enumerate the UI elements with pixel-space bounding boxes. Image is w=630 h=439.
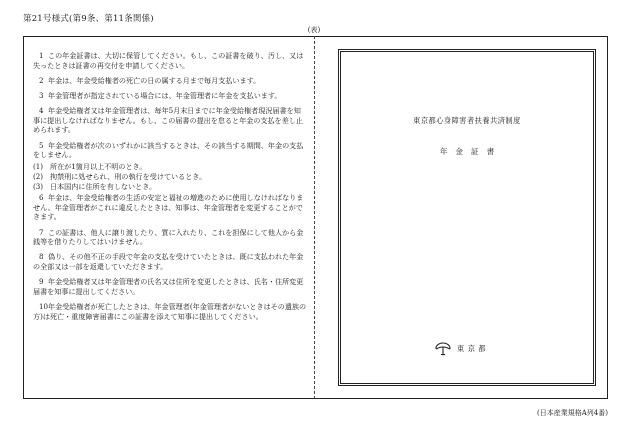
- clause-text: 年金受給権者又は年金管理者の氏名又は住所を変更したときは、氏名・住所変更届書を知事に提出してください。: [33, 277, 304, 296]
- notes-panel: [33, 51, 307, 327]
- clause-number: 4: [39, 106, 44, 116]
- clause-text: この証書は、他人に譲り渡したり、質に入れたり、これを担保にして他人から金銭等を借りたりしてはいけません。: [33, 227, 304, 247]
- clause-9: [33, 277, 307, 296]
- clause-5-sub-items: [33, 162, 307, 191]
- sub-item-number: (3): [33, 181, 44, 191]
- sub-item-1: [33, 162, 307, 172]
- sub-item-3: [33, 182, 307, 192]
- clause-1: [33, 51, 307, 70]
- system-name: 東京都心身障害者扶養共済制度: [413, 116, 521, 125]
- clause-number: 8: [39, 252, 44, 262]
- clause-4: [33, 106, 307, 135]
- tokyo-emblem-icon: [435, 342, 451, 356]
- clause-text: 年金管理者が指定されている場合には、年金管理者に年金を支払います。: [48, 90, 282, 100]
- issuer-name: 東京都: [457, 344, 490, 353]
- clause-text: 年金は、年金受給権者の生活の安定と福祉の増進のために使用しなければなりません。年金管理者がこれに違反したときは、知事は、年金管理者を変更することができます。: [33, 193, 304, 222]
- clause-number: 9: [39, 277, 44, 287]
- sub-item-number: (2): [33, 171, 44, 181]
- clause-text: 年金受給権者が死亡したときは、年金管理者(年金管理者がないときはその遺族の方)は死亡・重度障害届書にこの証書を添えて知事に提出してください。: [33, 302, 307, 321]
- clause-number: 5: [39, 140, 44, 150]
- clause-number: 1: [39, 51, 44, 60]
- sub-item-text: 日本国内に住所を有しないとき。: [50, 181, 157, 191]
- clause-2: [33, 76, 307, 86]
- clause-8: [33, 252, 307, 271]
- clause-number: 2: [39, 75, 44, 85]
- sub-item-2: [33, 172, 307, 182]
- clause-text: この年金証書は、大切に保管してください。もし、この証書を破り、汚し、又は失ったときは証書の再交付を申請してください。: [33, 51, 304, 70]
- clause-3: [33, 91, 307, 101]
- side-label-front: (表): [307, 26, 321, 34]
- sub-item-text: 所在が1箇月以上不明のとき。: [50, 162, 147, 172]
- issuer: [435, 341, 489, 357]
- clause-10: [33, 302, 307, 321]
- clause-number: 3: [39, 90, 44, 100]
- form-number: 第21号様式(第9条、第11条関係): [23, 14, 154, 24]
- clause-number: 7: [39, 227, 44, 237]
- clause-text: 偽り、その他不正の手段で年金の支払を受けていたときは、既に支払われた年金の全部又は一部を返還していただきます。: [33, 252, 304, 272]
- sub-item-number: (1): [33, 162, 44, 172]
- certificate-title: 年金証書: [439, 147, 503, 156]
- clause-text: 年金受給権者又は年金管理者は、毎年5月末日までに年金受給権者現況届書を知事に提出しなければなりません。もし、この届書の提出を怠ると年金の支払を差し止められます。: [33, 106, 303, 135]
- clause-5: [33, 141, 307, 160]
- clause-6: [33, 193, 307, 222]
- clause-7: [33, 228, 307, 247]
- clause-number: 10: [39, 302, 49, 311]
- clause-number: 6: [39, 193, 44, 203]
- sub-item-text: 拘禁刑に処せられ、刑の執行を受けているとき。: [50, 171, 207, 181]
- jis-paper-size-note: (日本産業規格A列4番): [537, 409, 608, 417]
- certificate-face-panel: [338, 49, 596, 386]
- clause-text: 年金受給権者が次のいずれかに該当するときは、その該当する期間、年金の支払をしません。: [33, 140, 304, 160]
- fold-line: [314, 36, 315, 399]
- clause-text: 年金は、年金受給権者の死亡の日の属する月まで毎月支払います。: [48, 75, 261, 85]
